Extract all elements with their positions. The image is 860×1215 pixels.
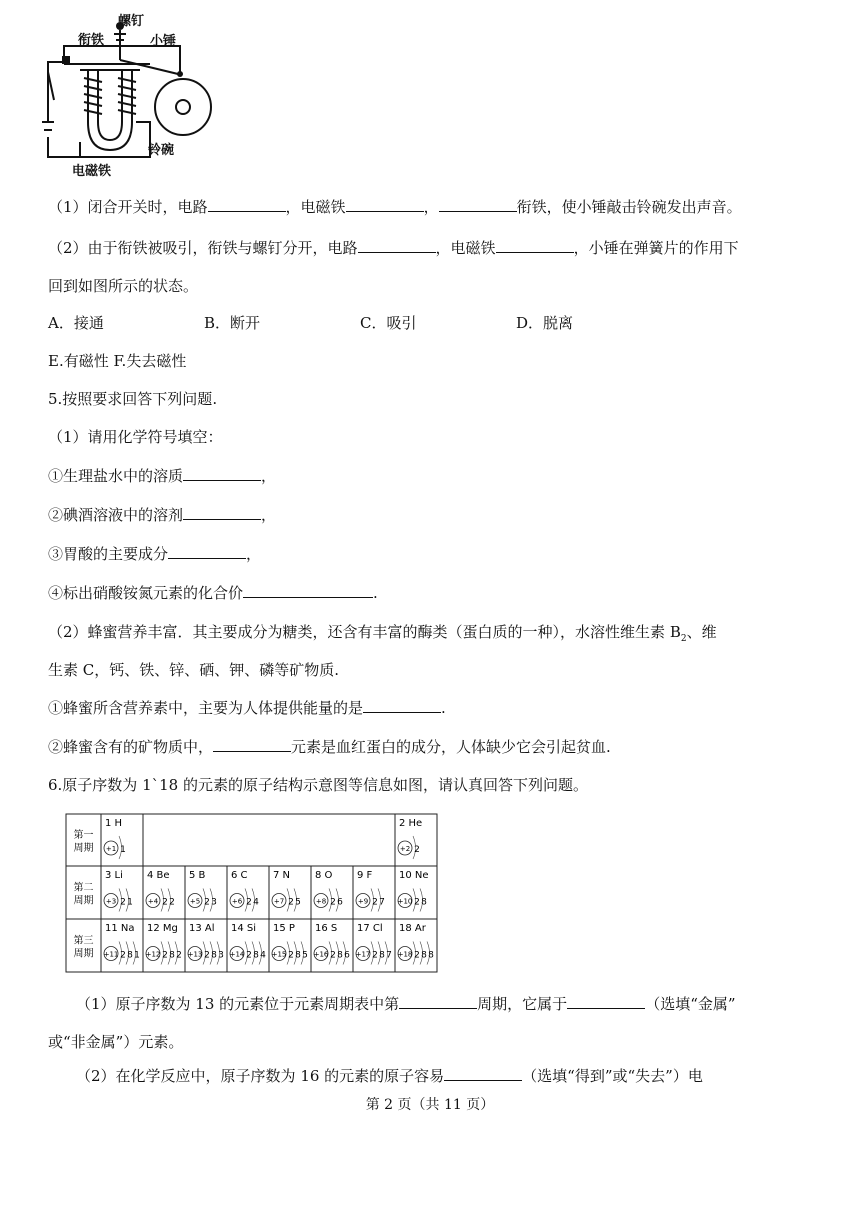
- element-label: 11 Na: [105, 923, 135, 934]
- nucleus-charge: +11: [103, 950, 119, 959]
- answer-blank[interactable]: [358, 238, 436, 253]
- q6-part2-text-b: （选填“得到”或“失去”）电: [522, 1067, 703, 1085]
- q5-j2-text-b: 元素是血红蛋白的成分，人体缺少它会引起贫血.: [291, 738, 611, 756]
- period: .: [373, 584, 378, 602]
- answer-blank[interactable]: [444, 1066, 522, 1081]
- q5-item2: [48, 505, 276, 525]
- q5-part1: （1）请用化学符号填空：: [48, 428, 223, 446]
- subscript-2: 2: [680, 634, 687, 644]
- answer-blank[interactable]: [208, 197, 286, 212]
- shell-electrons: 6: [344, 950, 350, 961]
- shell-electrons: 5: [295, 897, 301, 908]
- shell-electrons: 2: [162, 897, 168, 908]
- shell-electrons: 8: [211, 950, 217, 961]
- answer-blank[interactable]: [346, 197, 424, 212]
- shell-electrons: 6: [337, 897, 343, 908]
- nucleus-charge: +10: [397, 897, 413, 906]
- shell-electrons: 2: [330, 897, 336, 908]
- nucleus-charge: +2: [399, 845, 411, 853]
- shell-electrons: 1: [120, 845, 126, 855]
- element-label: 7 N: [273, 870, 291, 881]
- period: .: [441, 699, 446, 717]
- q5-j1-text: ①蜂蜜所含营养素中，主要为人体提供能量的是: [48, 699, 364, 717]
- q6-part1-cont: 或“非金属”）元素。: [48, 1033, 184, 1051]
- shell-electrons: 7: [386, 950, 392, 961]
- element-label: 8 O: [315, 870, 333, 881]
- element-label: 15 P: [273, 923, 295, 934]
- shell-electrons: 8: [428, 950, 434, 961]
- nucleus-charge: +18: [397, 950, 413, 959]
- element-label: 5 B: [189, 870, 206, 881]
- answer-blank[interactable]: [496, 238, 574, 253]
- q5-item4: [48, 583, 378, 603]
- element-label: 10 Ne: [399, 870, 429, 881]
- q4-part1-text-b: ，电磁铁: [285, 198, 346, 216]
- shell-electrons: 2: [414, 845, 420, 855]
- nucleus-charge: +7: [273, 897, 285, 906]
- option-b: B．断开: [204, 314, 261, 332]
- shell-electrons: 2: [204, 897, 210, 908]
- q5-j2-text-a: ②蜂蜜含有的矿物质中，: [48, 738, 214, 756]
- shell-electrons: 2: [246, 950, 252, 961]
- shell-electrons: 2: [120, 897, 126, 908]
- answer-blank[interactable]: [399, 994, 477, 1009]
- period-label: 第一: [73, 830, 94, 841]
- shell-electrons: 8: [421, 897, 427, 908]
- element-label: 3 Li: [105, 870, 123, 881]
- answer-blank[interactable]: [183, 505, 261, 520]
- electromagnet-label: 电磁铁: [72, 164, 112, 179]
- option-a: A．接通: [48, 314, 104, 332]
- element-label: 13 Al: [189, 923, 215, 934]
- q5-title: 5.按照要求回答下列问题.: [48, 390, 218, 408]
- element-label: 9 F: [357, 870, 373, 881]
- element-label: 4 Be: [147, 870, 170, 881]
- shell-electrons: 8: [379, 950, 385, 961]
- shell-electrons: 8: [337, 950, 343, 961]
- q5-item3: [48, 544, 261, 564]
- shell-electrons: 2: [176, 950, 182, 961]
- answer-blank[interactable]: [168, 544, 246, 559]
- hammer-label: 小锤: [150, 34, 177, 49]
- shell-electrons: 4: [253, 897, 259, 908]
- q5-item2-text: ②碘酒溶液中的溶剂: [48, 506, 184, 524]
- screw-label: 螺钉: [118, 14, 145, 29]
- q5-part2-text-b: 、维: [686, 623, 717, 641]
- element-label: 6 C: [231, 870, 248, 881]
- periodic-table-figure: [65, 812, 445, 975]
- electric-bell-diagram: [40, 12, 240, 177]
- nucleus-charge: +1: [105, 845, 117, 853]
- element-label: 12 Mg: [147, 923, 178, 934]
- nucleus-charge: +5: [189, 897, 201, 906]
- nucleus-charge: +4: [147, 897, 159, 906]
- q5-j1: [48, 698, 446, 718]
- shell-electrons: 2: [204, 950, 210, 961]
- element-label: 2 He: [399, 818, 423, 829]
- nucleus-charge: +8: [315, 897, 327, 906]
- nucleus-charge: +13: [187, 950, 203, 959]
- shell-electrons: 3: [218, 950, 224, 961]
- element-label: 16 S: [315, 923, 338, 934]
- shell-electrons: 2: [372, 950, 378, 961]
- q6-part1-text-b: 周期，它属于: [477, 995, 568, 1013]
- shell-electrons: 2: [330, 950, 336, 961]
- nucleus-charge: +6: [231, 897, 243, 906]
- nucleus-charge: +14: [229, 950, 245, 959]
- q6-part1: [76, 994, 736, 1014]
- period-label: 第三: [73, 935, 94, 947]
- element-label: 1 H: [105, 818, 123, 829]
- comma: ，: [261, 506, 277, 524]
- q4-part2-cont: 回到如图所示的状态。: [48, 277, 199, 295]
- q4-part2-text-a: （2）由于衔铁被吸引，衔铁与螺钉分开，电路: [48, 239, 358, 257]
- q4-part1-text-a: （1）闭合开关时，电路: [48, 198, 208, 216]
- q4-part2-text-c: ，小锤在弹簧片的作用下: [573, 239, 739, 257]
- armature-label: 衔铁: [78, 33, 105, 48]
- periodic-table-diagram: [65, 812, 445, 975]
- shell-electrons: 2: [288, 897, 294, 908]
- q6-part2-text-a: （2）在化学反应中，原子序数为 16 的元素的原子容易: [76, 1067, 445, 1085]
- shell-electrons: 2: [372, 897, 378, 908]
- q5-j2: [48, 737, 611, 757]
- nucleus-charge: +15: [271, 950, 287, 959]
- q5-part2-cont: 生素 C，钙、铁、锌、硒、钾、磷等矿物质.: [48, 661, 340, 679]
- empty-span: [143, 814, 395, 866]
- shell-electrons: 3: [211, 897, 217, 908]
- bell-label: 铃碗: [148, 143, 175, 158]
- q4-options: [48, 313, 573, 333]
- element-label: 18 Ar: [399, 923, 426, 934]
- nucleus-charge: +3: [105, 897, 117, 906]
- shell-electrons: 2: [414, 897, 420, 908]
- page-footer: 第 2 页（共 11 页）: [365, 1097, 495, 1113]
- shell-electrons: 8: [421, 950, 427, 961]
- shell-electrons: 8: [253, 950, 259, 961]
- shell-electrons: 2: [288, 950, 294, 961]
- shell-electrons: 2: [169, 897, 175, 908]
- q6-part1-text-a: （1）原子序数为 13 的元素位于元素周期表中第: [76, 995, 400, 1013]
- option-c: C．吸引: [360, 314, 417, 332]
- answer-blank[interactable]: [183, 466, 261, 481]
- q4-options-ef: E.有磁性 F.失去磁性: [48, 352, 187, 370]
- shell-electrons: 2: [162, 950, 168, 961]
- q4-part1-text-d: 衔铁，使小锤敲击铃碗发出声音。: [516, 198, 742, 216]
- q5-item1: [48, 466, 276, 486]
- answer-blank[interactable]: [567, 994, 645, 1009]
- shell-electrons: 4: [260, 950, 266, 961]
- q6-part1-text-c: （选填“金属”: [645, 995, 736, 1013]
- shell-electrons: 1: [127, 897, 133, 908]
- shell-electrons: 2: [120, 950, 126, 961]
- q4-part1-text-c: ，: [423, 198, 439, 216]
- element-label: 17 Cl: [357, 923, 383, 934]
- answer-blank[interactable]: [213, 737, 291, 752]
- shell-electrons: 8: [295, 950, 301, 961]
- shell-electrons: 5: [302, 950, 308, 961]
- element-label: 14 Si: [231, 923, 257, 934]
- shell-electrons: 8: [127, 950, 133, 961]
- nucleus-charge: +17: [355, 950, 371, 959]
- q5-item4-text: ④标出硝酸铵氮元素的化合价: [48, 584, 244, 602]
- option-d: D．脱离: [516, 314, 574, 332]
- period-label: 周期: [73, 948, 94, 960]
- q4-part2: [48, 238, 739, 258]
- period-label: 周期: [73, 895, 94, 907]
- period-label: 第二: [73, 882, 94, 894]
- shell-electrons: 8: [169, 950, 175, 961]
- shell-electrons: 1: [134, 950, 140, 961]
- comma: ，: [261, 467, 277, 485]
- q6-title: 6.原子序数为 1`18 的元素的原子结构示意图等信息如图，请认真回答下列问题。: [48, 776, 588, 794]
- answer-blank[interactable]: [363, 698, 441, 713]
- answer-blank[interactable]: [243, 583, 373, 598]
- q5-item1-text: ①生理盐水中的溶质: [48, 467, 184, 485]
- comma: ，: [246, 545, 262, 563]
- nucleus-charge: +12: [145, 950, 161, 959]
- q5-item3-text: ③胃酸的主要成分: [48, 545, 169, 563]
- shell-electrons: 2: [414, 950, 420, 961]
- q4-part2-text-b: ，电磁铁: [435, 239, 496, 257]
- nucleus-charge: +16: [313, 950, 329, 959]
- answer-blank[interactable]: [439, 197, 517, 212]
- q6-part2: [76, 1066, 703, 1086]
- shell-electrons: 7: [379, 897, 385, 908]
- shell-electrons: 2: [246, 897, 252, 908]
- nucleus-charge: +9: [357, 897, 369, 906]
- q5-part2: [48, 622, 717, 649]
- q5-part2-text-a: （2）蜂蜜营养丰富．其主要成分为糖类，还含有丰富的酶类（蛋白质的一种），水溶性维生素 B: [48, 623, 681, 641]
- electric-bell-figure: [40, 12, 240, 177]
- q4-part1: [48, 197, 742, 217]
- period-label: 周期: [73, 843, 94, 854]
